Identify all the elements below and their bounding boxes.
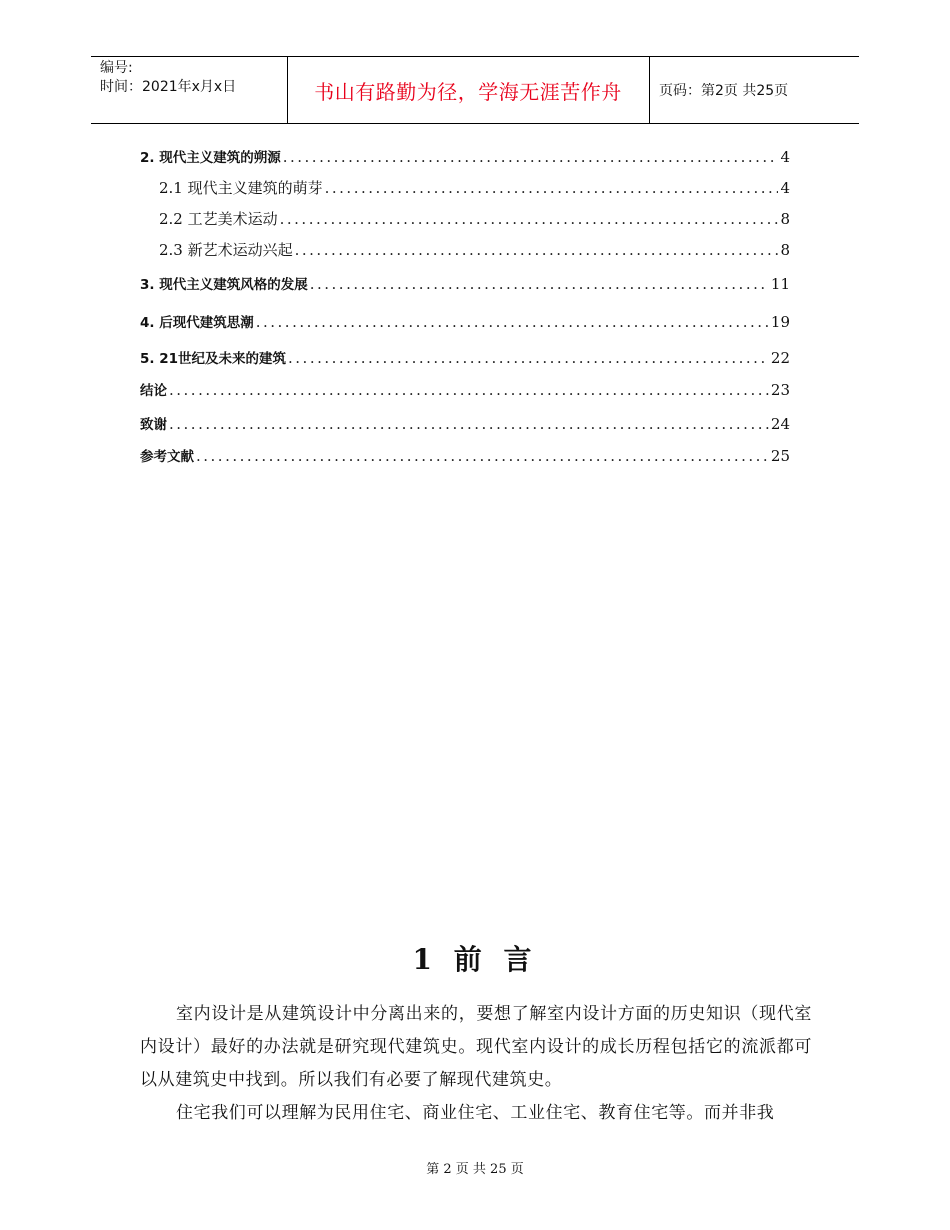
header-meta — [100, 59, 236, 97]
toc-leader — [196, 447, 769, 465]
toc-entry-label: 致谢 — [140, 417, 167, 433]
toc-entry-label: 4. 后现代建筑思潮 — [140, 315, 254, 331]
toc-entry-page: 4 — [780, 148, 790, 166]
toc-leader — [283, 148, 779, 166]
page-footer: 第 2 页 共 25 页 — [426, 1162, 524, 1177]
toc-leader — [295, 241, 779, 259]
toc-entry[interactable] — [140, 146, 790, 168]
toc-entry-label: 2.1 现代主义建筑的萌芽 — [159, 179, 323, 197]
toc-entry[interactable] — [140, 273, 790, 295]
toc-entry-page: 8 — [780, 210, 790, 228]
toc-leader — [310, 275, 769, 293]
toc-entry[interactable] — [159, 239, 790, 261]
time-label: 时间：2021年x月x日 — [100, 79, 237, 95]
toc-entry[interactable] — [159, 208, 790, 230]
page-header — [91, 56, 859, 124]
toc-entry-label: 2. 现代主义建筑的朔源 — [140, 150, 281, 166]
toc-entry[interactable] — [140, 311, 790, 333]
toc-leader — [288, 349, 769, 367]
toc-entry-label: 3. 现代主义建筑风格的发展 — [140, 277, 308, 293]
toc-entry-page: 11 — [770, 275, 790, 293]
toc-entry-label: 2.2 工艺美术运动 — [159, 210, 278, 228]
toc-entry[interactable] — [140, 347, 790, 369]
toc-leader — [280, 210, 779, 228]
toc-entry-page: 23 — [770, 381, 790, 399]
toc-entry[interactable] — [140, 445, 790, 467]
body-paragraph: 室内设计是从建筑设计中分离出来的，要想了解室内设计方面的历史知识（现代室内设计）最好的办法就是研究现代建筑史。现代室内设计的成长历程包括它的流派都可以从建筑史中找到。所以我们有必要了解现代建筑史。 — [140, 1004, 812, 1090]
toc-entry-page: 8 — [780, 241, 790, 259]
toc-leader — [325, 179, 779, 197]
header-divider — [649, 57, 650, 123]
toc-leader — [169, 415, 769, 433]
section-title: 1 前 言 — [412, 943, 538, 976]
toc-entry-label: 5. 21世纪及未来的建筑 — [140, 351, 287, 367]
toc-entry-page: 25 — [770, 447, 790, 465]
toc-leader — [256, 313, 769, 331]
toc-entry-page: 24 — [770, 415, 790, 433]
toc-entry[interactable] — [159, 177, 790, 199]
toc-entry-label: 结论 — [140, 383, 167, 399]
toc-entry-label: 参考文献 — [140, 449, 194, 465]
toc-entry[interactable] — [140, 413, 790, 435]
toc-entry-page: 19 — [770, 313, 790, 331]
toc-entry[interactable] — [140, 379, 790, 401]
header-motto: 书山有路勤为径，学海无涯苦作舟 — [314, 80, 622, 104]
toc-entry-label: 2.3 新艺术运动兴起 — [159, 241, 293, 259]
toc-entry-page: 22 — [770, 349, 790, 367]
body-paragraph: 住宅我们可以理解为民用住宅、商业住宅、工业住宅、教育住宅等。而并非我 — [176, 1103, 775, 1123]
toc-leader — [169, 381, 769, 399]
header-page-number: 页码：第2页 共25页 — [659, 83, 789, 99]
toc-entry-page: 4 — [780, 179, 790, 197]
serial-label: 编号: — [100, 60, 133, 76]
